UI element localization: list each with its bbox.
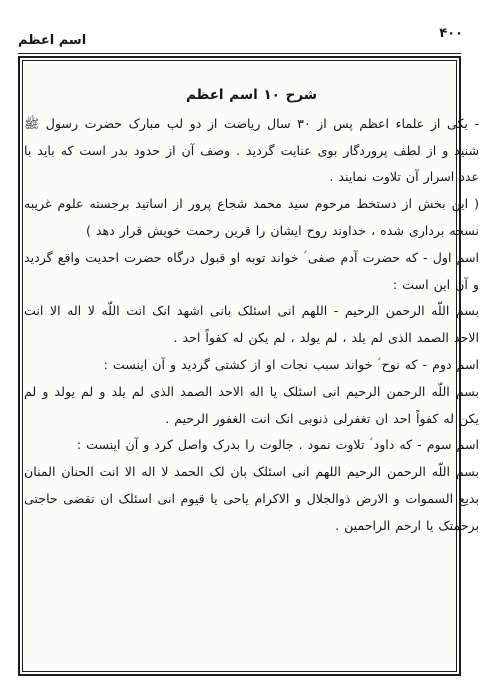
running-title: اسم اعظم xyxy=(18,33,87,48)
section-title: شرح ۱۰ اسم اعظم xyxy=(185,87,318,103)
header-rule xyxy=(18,53,461,54)
paragraph-first-name: اسم اول - که حضرت آدم صفی ؑ خواند توبه او قبول درگاه حضرت احدیت واقع گردید و آن این است : xyxy=(24,249,479,292)
paragraph-third-prayer: بسم اللّه الرحمن الرحیم اللهم انی اسئلک بان لک الحمد لا اله الا انت الحنان المنان بدیع السموات و الارض ذوالجلال و الاکرام یاحی یا قیوم انی اسئلک ان تقضی حاجتی برحمتک یا ارحم الراحمین . xyxy=(24,464,479,533)
paragraph-first-prayer: بسم اللّه الرحمن الرحیم - اللهم انی اسئلک بانی اشهد انک انت اللّه لا اله الا انت الاحد الصمد الذی لم یلد ، لم یولد ، لم یکن له کفواً احد . xyxy=(24,303,479,346)
paragraph-second-prayer: بسم اللّه الرحمن الرحیم انی اسئلک یا اله الاحد الصمد الذی لم یلد و لم یولد و لم یکن له کفواً احد ان تغفرلی ذنوبی انک انت الغفور الرحیم . xyxy=(24,383,479,426)
paragraph-intro: - یکی از علماء اعظم پس از ۳۰ سال ریاضت از دو لب مبارک حضرت رسول ﷺ شنید و از لطف پروردگار بوی عنایت گردید . وصف آن از حدود بدر است که باید با عدد اسرار آن تلاوت نمایند . xyxy=(24,115,480,185)
page-number: ۴۰۰ xyxy=(439,26,463,41)
paragraph-third-name: اسم سوم - که داود ؑ تلاوت نمود . جالوت را بدرک واصل کرد و آن اینست : xyxy=(76,437,479,453)
paragraph-source-note: ( این بخش از دستخط مرحوم سید محمد شجاع پرور از اساتید برجسته علوم غریبه نسخه برداری شده ، خداوند روح ایشان را قرین رحمت خویش قرار دهد ) xyxy=(24,196,479,238)
content-body xyxy=(24,86,479,540)
paragraph-second-name: اسم دوم - که نوح ؑ خواند سبب نجات او از کشتی گردید و آن اینست : xyxy=(103,356,479,372)
